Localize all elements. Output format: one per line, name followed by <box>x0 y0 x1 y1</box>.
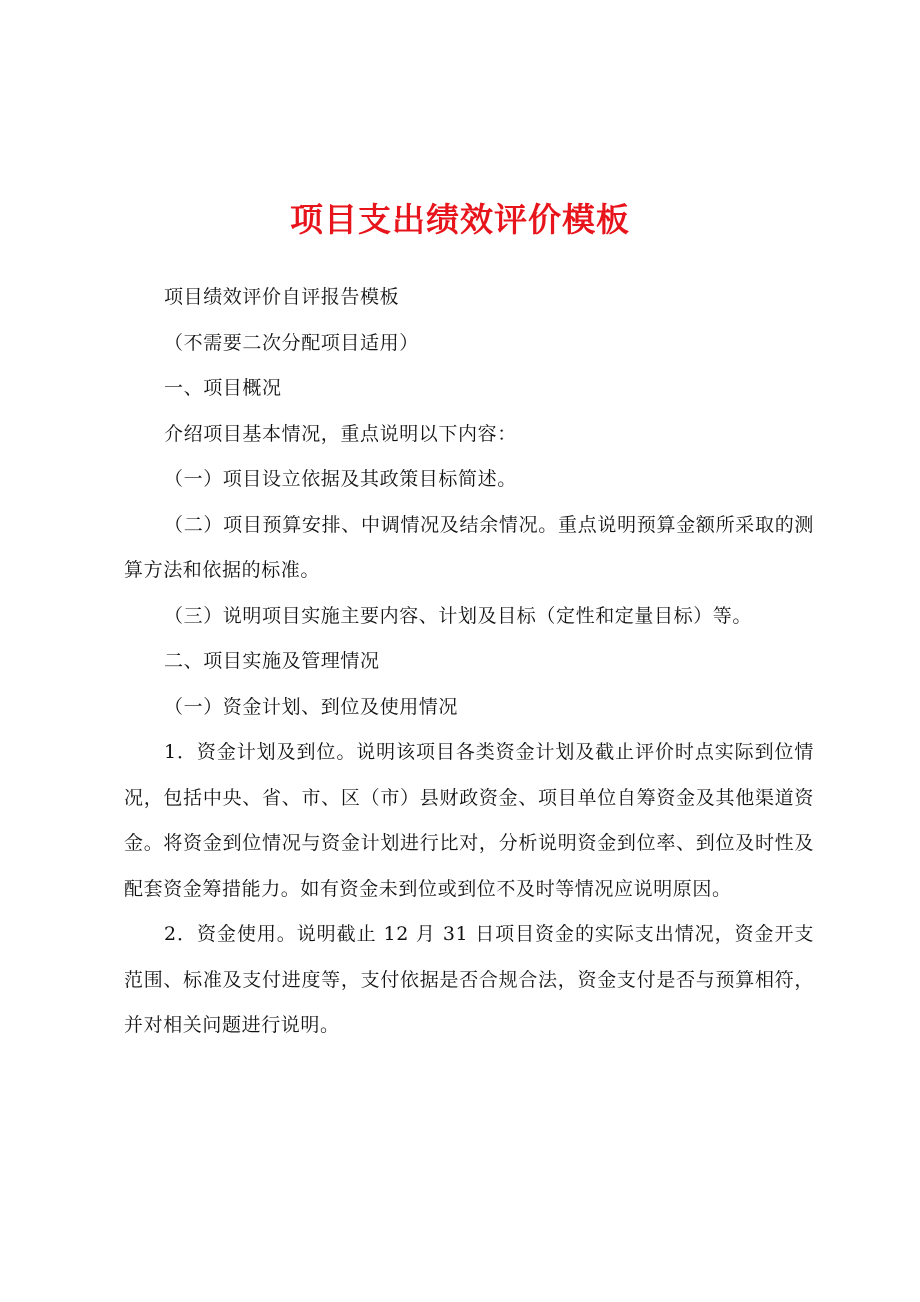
list-item-budget-arrangement: （二）项目预算安排、中调情况及结余情况。重点说明预算金额所采取的测算方法和依据的标准。 <box>124 513 814 581</box>
list-item-implementation-content: （三）说明项目实施主要内容、计划及目标（定性和定量目标）等。 <box>164 604 753 627</box>
document-title: 项目支出绩效评价模板 <box>290 200 630 239</box>
paragraph-funds-plan-arrival: 1．资金计划及到位。说明该项目各类资金计划及截止评价时点实际到位情况，包括中央、省、市、区（市）县财政资金、项目单位自筹资金及其他渠道资金。将资金到位情况与资金计划进行比对，分析说明资金到位率、到位及时性及配套资金筹措能力。如有资金未到位或到位不及时等情况应说明原因。 <box>124 741 814 900</box>
document-body <box>124 275 814 1049</box>
section-heading-project-overview: 一、项目概况 <box>164 377 282 399</box>
section-heading-implementation-management: 二、项目实施及管理情况 <box>164 650 380 672</box>
paragraph-funds-usage: 2．资金使用。说明截止 12 月 31 日项目资金的实际支出情况，资金开支范围、标准及支付进度等，支付依据是否合规合法，资金支付是否与预算相符，并对相关问题进行说明。 <box>124 923 814 1036</box>
subsection-heading-funds: （一）资金计划、到位及使用情况 <box>164 695 459 718</box>
paragraph-report-template: 项目绩效评价自评报告模板 <box>164 286 400 308</box>
paragraph-applicability-note: （不需要二次分配项目适用） <box>164 331 419 354</box>
paragraph-overview-intro: 介绍项目基本情况，重点说明以下内容： <box>164 422 517 445</box>
list-item-basis-and-goals: （一）项目设立依据及其政策目标简述。 <box>164 468 517 490</box>
